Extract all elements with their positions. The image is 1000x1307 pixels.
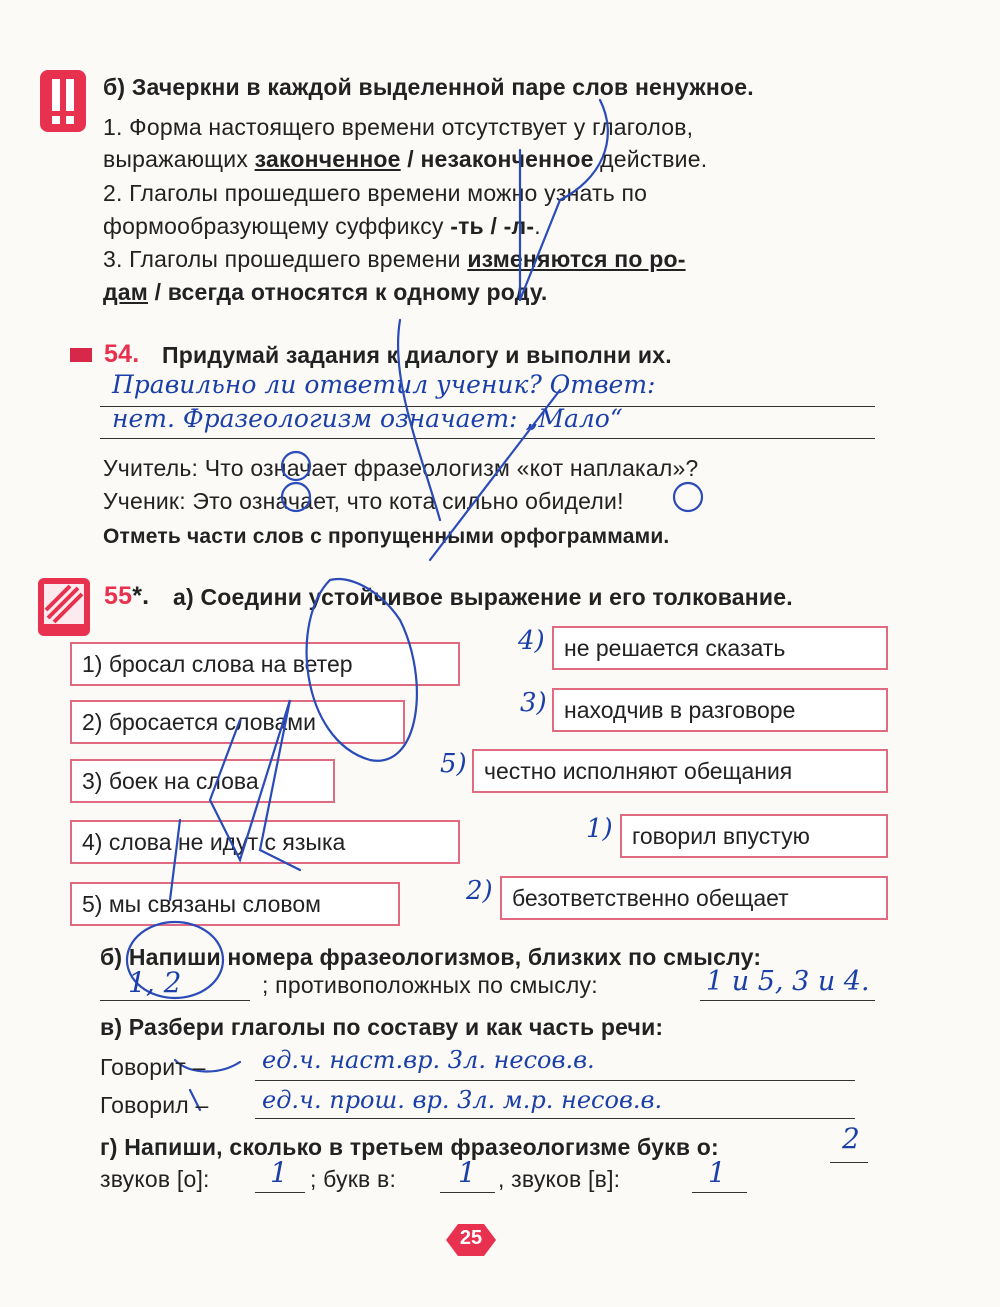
teacher-line: Учитель: Что означает фразеологизм «кот наплакал»? (103, 455, 699, 481)
option-uncompleted[interactable]: незаконченное (420, 146, 594, 172)
answer-sounds-o[interactable]: 1 (270, 1156, 288, 1189)
handwritten-answer-54-2[interactable]: нет. Фразеологизм означает: „Мало“ (112, 404, 623, 433)
meaning-box-2[interactable]: находчив в разговоре (552, 688, 888, 732)
match-mark-3: 5) (440, 749, 467, 779)
sounds-o-label: звуков [о]: (100, 1166, 210, 1192)
option-completed[interactable]: законченное (254, 146, 401, 172)
cross-stroke-1 (520, 100, 608, 300)
suffix-options[interactable]: -ть / -л- (450, 213, 535, 239)
verb-govorit: Говорит – (100, 1054, 206, 1080)
answer-line-verb-2 (255, 1118, 855, 1119)
stroke-down (170, 820, 180, 900)
phrase-box-5[interactable]: 5) мы связаны словом (70, 882, 400, 926)
answer-line-sounds-v (692, 1192, 747, 1193)
slash: / (407, 146, 414, 172)
verb-govoril: Говорил – (100, 1092, 209, 1118)
rule-3-dot: . (540, 279, 548, 305)
page-number: 25 (459, 1227, 483, 1249)
match-mark-4: 1) (586, 814, 613, 844)
sounds-v-label: , звуков [в]: (498, 1166, 621, 1192)
answer-line-letters-v (440, 1192, 495, 1193)
phrase-box-4[interactable]: 4) слова не идут с языка (70, 820, 460, 864)
answer-opposite-meaning[interactable]: 1 и 5, 3 и 4. (706, 966, 870, 997)
stroke-54-2 (430, 390, 560, 560)
page-number-badge (440, 1222, 502, 1258)
answer-line-opposite (700, 1000, 875, 1001)
rule-2-dot: . (534, 213, 541, 239)
answer-letters-o[interactable]: 2 (842, 1122, 860, 1155)
answer-sounds-v[interactable]: 1 (708, 1156, 726, 1189)
letters-v-label: ; букв в: (310, 1166, 397, 1192)
rule-2: 2. Глаголы прошедшего времени можно узнать по (103, 180, 648, 206)
task-b-title: б) Зачеркни в каждой выделенной паре слов ненужное. (103, 74, 754, 100)
answer-line-letters-o (830, 1162, 868, 1163)
task-55-d-title: г) Напиши, сколько в третьем фразеологизме букв о: (100, 1134, 719, 1160)
option-always-one-gender[interactable]: / всегда относятся к одному роду (154, 279, 541, 305)
phrase-box-1[interactable]: 1) бросал слова на ветер (70, 642, 460, 686)
rule-2-text-a: формообразующему суффиксу (103, 213, 444, 239)
match-mark-1: 4) (518, 626, 545, 656)
rule-1: 1. Форма настоящего времени отсутствует у глаголов, (103, 114, 694, 140)
exercise-55-title: а) Соедини устойчивое выражение и его толкование. (173, 584, 793, 610)
circle-o-3 (674, 483, 702, 511)
answer-line-verb-1 (255, 1080, 855, 1081)
option-change-by-gender[interactable]: изменяются по ро- (467, 246, 686, 272)
student-line: Ученик: Это означает, что кота сильно обидели! (103, 488, 624, 514)
match-mark-5: 2) (466, 876, 493, 906)
task-55-c-title: в) Разбери глаголы по составу и как часть речи: (100, 1014, 664, 1040)
answer-line-close (100, 1000, 250, 1001)
stroke-54-1 (398, 320, 440, 520)
rule-1-text-e: действие. (600, 146, 708, 172)
loop-stroke (307, 579, 417, 761)
exercise-54-number: 54. (104, 340, 140, 368)
answer-verb-1[interactable]: ед.ч. наст.вр. 3л. несов.в. (262, 1046, 595, 1074)
phrase-box-3[interactable]: 3) боек на слова (70, 759, 335, 803)
circle-o-1 (282, 452, 310, 480)
answer-letters-v[interactable]: 1 (458, 1156, 476, 1189)
meaning-box-4[interactable]: говорил впустую (620, 814, 888, 858)
answer-line-sounds-o (255, 1192, 305, 1193)
rule-3-text-a: 3. Глаголы прошедшего времени (103, 246, 461, 272)
zigzag-stroke (210, 700, 300, 870)
rule-1-text-a: выражающих (103, 146, 249, 172)
exercise-55-star: *. (132, 582, 150, 610)
meaning-box-1[interactable]: не решается сказать (552, 626, 888, 670)
task-55-b-title: б) Напиши номера фразеологизмов, близких по смыслу: (100, 944, 762, 970)
match-mark-2: 3) (520, 688, 547, 718)
meaning-box-5[interactable]: безответственно обещает (500, 876, 888, 920)
answer-verb-2[interactable]: ед.ч. прош. вр. 3л. м.р. несов.в. (262, 1086, 663, 1114)
exercise-54-title: Придумай задания к диалогу и выполни их. (162, 342, 672, 368)
exercise-54-note: Отметь части слов с пропущенными орфограммами. (103, 525, 670, 548)
circle-o-2 (282, 483, 310, 511)
task-55-b-opposite: ; противоположных по смыслу: (262, 972, 598, 998)
phrase-box-2[interactable]: 2) бросается словами (70, 700, 405, 744)
answer-close-meaning[interactable]: 1, 2 (128, 966, 182, 999)
meaning-box-3[interactable]: честно исполняют обещания (472, 749, 888, 793)
handwritten-answer-54-1[interactable]: Правильно ли ответил ученик? Ответ: (112, 370, 656, 399)
option-change-by-gender-end[interactable]: дам (103, 279, 149, 305)
exercise-55-num: 55 (104, 582, 133, 610)
